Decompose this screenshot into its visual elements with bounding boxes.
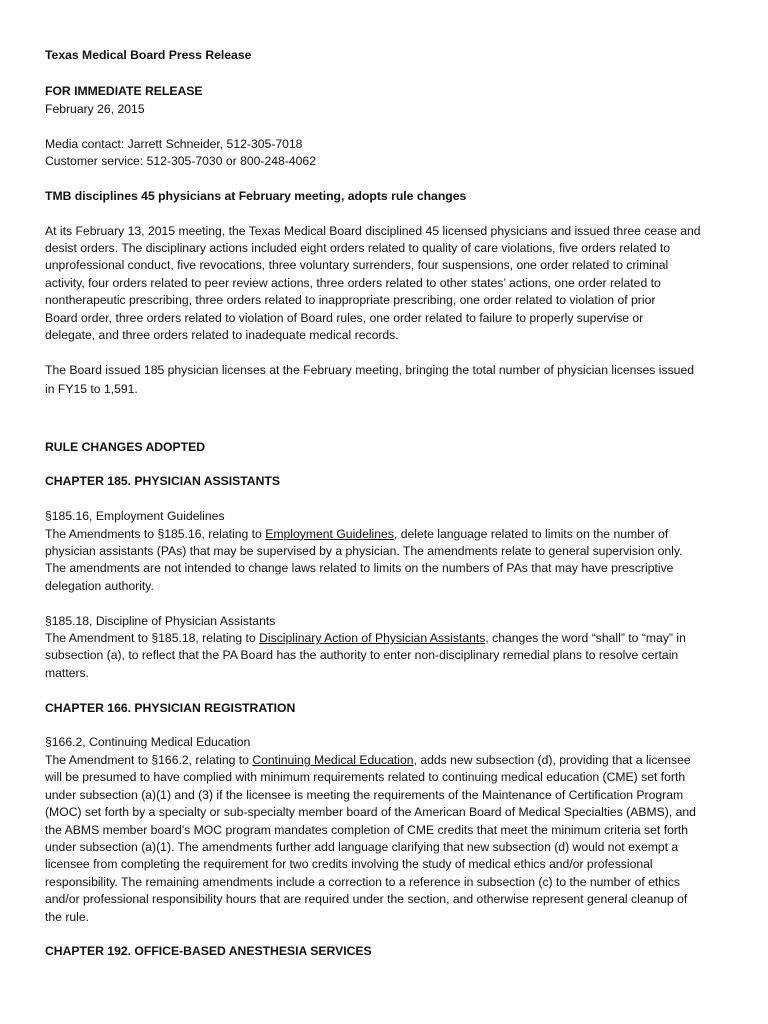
- section-166-2: §166.2, Continuing Medical Education The Amendment to §166.2, relating to Continuing Medical Education, adds new subsection (d), providing that a licensee will be presumed to have complied with minimum requirements related to continuing medical education (CME) set forth under subsection (a)(1) and (3) if the licensee is meeting the requirements of the Maintenance of Certification Program (MOC) set forth by a specialty or sub-specialty member board of the American Board of Medical Specialties (ABMS), and the ABMS member board's MOC program mandates completion of CME credits that meet the minimum criteria set forth under subsection (a)(1). The amendments further add language clarifying that new subsection (d) would not exempt a licensee from completing the requirement for two credits involving the study of medical ethics and/or professional responsibility. The remaining amendments include a correction to a reference in subsection (c) to the number of ethics and/or professional responsibility hours that are required under the section, and otherwise represent general cleanup of the rule.: [45, 734, 725, 925]
- section-title: §185.16, Employment Guidelines: [45, 509, 225, 524]
- paragraph-line: The amendments are not intended to change laws related to limits on the numbers of PAs that may have prescriptive: [45, 561, 674, 576]
- employment-guidelines-link[interactable]: Employment Guidelines: [265, 526, 394, 541]
- continuing-medical-education-link[interactable]: Continuing Medical Education: [252, 752, 414, 767]
- customer-service: Customer service: 512-305-7030 or 800-248-4062: [45, 154, 316, 169]
- paragraph-line: the rule.: [45, 909, 90, 924]
- paragraph-line: responsibility. The remaining amendments include a correction to a reference in subsection (c) to the number of ethics: [45, 874, 680, 889]
- paragraph-line: and/or professional responsibility hours that are required under the section, and otherwise represent general cleanup of: [45, 892, 688, 907]
- paragraph-line: nontherapeutic prescribing, three orders related to inappropriate prescribing, one order related to violation of prior: [45, 293, 656, 308]
- paragraph-line: in FY15 to 1,591.: [45, 382, 138, 397]
- paragraph-line: the ABMS member board's MOC program mandates completion of CME credits that meet the minimum criteria set forth: [45, 822, 689, 837]
- paragraph-line: The Board issued 185 physician licenses at the February meeting, bringing the total number of physician licenses issued: [45, 362, 695, 377]
- paragraph-line: under subsection (a)(1) and (3) if the licensee is meeting the requirements of the Maintenance of Certification Program: [45, 787, 684, 802]
- media-contact: Media contact: Jarrett Schneider, 512-305-7018: [45, 136, 303, 151]
- paragraph-line: under subsection (a)(1). The amendments further add language clarifying that new subsection (d) would not exempt a: [45, 839, 679, 854]
- licenses-paragraph: [45, 362, 725, 399]
- paragraph-line: desist orders. The disciplinary actions included eight orders related to quality of care violations, five orders related to: [45, 241, 671, 256]
- paragraph-line: unprofessional conduct, five revocations, three voluntary surrenders, four suspensions, one order related to criminal: [45, 258, 669, 273]
- disciplinary-action-link[interactable]: Disciplinary Action of Physician Assistants: [259, 631, 486, 646]
- paragraph-line: licensee from completing the requirement for two credits involving the study of medical ethics and/or professional: [45, 857, 653, 872]
- paragraph-line: activity, four orders related to peer review actions, three orders related to other states’ actions, one order related to: [45, 275, 661, 290]
- intro-paragraph: [45, 223, 725, 345]
- section-185-16: §185.16, Employment Guidelines The Amendments to §185.16, relating to Employment Guidelines, delete language related to limits on the number of physician assistants (PAs) that may be supervised by a physician. The amendments relate to general supervision only. The amendments are not intended to change laws related to limits on the numbers of PAs that may have prescriptive delegation authority.: [45, 508, 725, 595]
- paragraph-line: matters.: [45, 665, 90, 680]
- paragraph-line: delegate, and three orders related to inadequate medical records.: [45, 328, 399, 343]
- paragraph-line: Board order, three orders related to violation of Board rules, one order related to failure to properly supervise or: [45, 310, 644, 325]
- paragraph-line: At its February 13, 2015 meeting, the Texas Medical Board disciplined 45 licensed physicians and issued three cease and: [45, 223, 701, 238]
- chapter-192-heading: CHAPTER 192. OFFICE-BASED ANESTHESIA SERVICES: [45, 944, 372, 959]
- release-notice: FOR IMMEDIATE RELEASE: [45, 84, 203, 99]
- section-title: §166.2, Continuing Medical Education: [45, 735, 251, 750]
- release-date: February 26, 2015: [45, 101, 145, 116]
- paragraph-line: (MOC) set forth by a specialty or sub-specialty member board of the American Board of Medical Specialties (ABMS), and: [45, 805, 696, 820]
- press-release-document: [45, 47, 725, 961]
- chapter-185-heading: CHAPTER 185. PHYSICIAN ASSISTANTS: [45, 474, 280, 489]
- rules-heading: RULE CHANGES ADOPTED: [45, 439, 206, 454]
- paragraph-line: will be presumed to have complied with minimum requirements related to continuing medical education (CME) set forth: [45, 770, 686, 785]
- document-title: Texas Medical Board Press Release: [45, 48, 252, 62]
- paragraph-line: physician assistants (PAs) that may be supervised by a physician. The amendments relate to general supervision only.: [45, 544, 683, 559]
- section-title: §185.18, Discipline of Physician Assistants: [45, 613, 276, 628]
- paragraph-line: delegation authority.: [45, 578, 154, 593]
- headline: TMB disciplines 45 physicians at February meeting, adopts rule changes: [45, 188, 467, 203]
- section-185-18: §185.18, Discipline of Physician Assistants The Amendment to §185.18, relating to Disciplinary Action of Physician Assistants, changes the word “shall” to “may” in subsection (a), to reflect that the PA Board has the authority to enter non-disciplinary remedial plans to resolve certain matters.: [45, 613, 725, 683]
- chapter-166-heading: CHAPTER 166. PHYSICIAN REGISTRATION: [45, 700, 296, 715]
- paragraph-line: subsection (a), to reflect that the PA Board has the authority to enter non-disciplinary remedial plans to resolve certain: [45, 648, 679, 663]
